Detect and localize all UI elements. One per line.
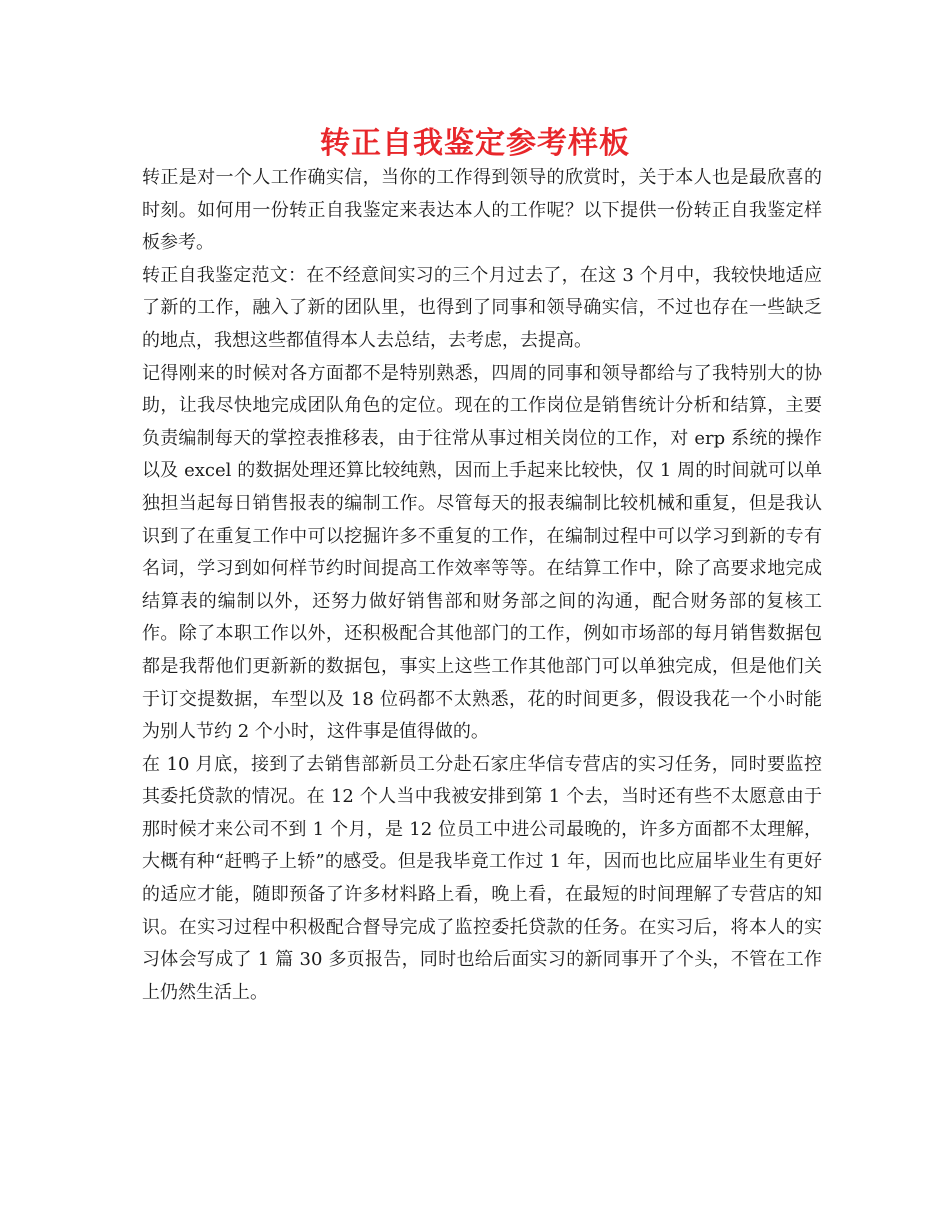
- paragraph-work-experience: 记得刚来的时候对各方面都不是特别熟悉，四周的同事和领导都给与了我特别大的协助，让我尽快地完成团队角色的定位。现在的工作岗位是销售统计分析和结算，主要负责编制每天的掌控表推移表，由于往常从事过相关岗位的工作，对 erp 系统的操作以及 excel 的数据处理还算比较纯熟，因而上手起来比较快，仅 1 周的时间就可以单独担当起每日销售报表的编制工作。尽管每天的报表编制比较机械和重复，但是我认识到了在重复工作中可以挖掘许多不重复的工作，在编制过程中可以学习到新的专有名词，学习到如何样节约时间提高工作效率等等。在结算工作中，除了高要求地完成结算表的编制以外，还努力做好销售部和财务部之间的沟通，配合财务部的复核工作。除了本职工作以外，还积极配合其他部门的工作，例如市场部的每月销售数据包都是我帮他们更新新的数据包，事实上这些工作其他部门可以单独完成，但是他们关于订交提数据，车型以及 18 位码都不太熟悉，花的时间更多，假设我花一个小时能为别人节约 2 个小时，这件事是值得做的。: [142, 362, 822, 743]
- paragraph-internship: 在 10 月底，接到了去销售部新员工分赴石家庄华信专营店的实习任务，同时要监控其委托贷款的情况。在 12 个人当中我被安排到第 1 个去，当时还有些不太愿意由于那时候才来公司不到 1 个月，是 12 位员工中进公司最晚的，许多方面都不太理解，大概有种“赶鸭子上轿”的感受。但是我毕竟工作过 1 年，因而也比应届毕业生有更好的适应才能，随即预备了许多材料路上看，晚上看，在最短的时间理解了专营店的知识。在实习过程中积极配合督导完成了监控委托贷款的任务。在实习后，将本人的实习体会写成了 1 篇 30 多页报告，同时也给后面实习的新同事开了个头，不管在工作上仍然生活上。: [142, 753, 822, 1003]
- document-title: 转正自我鉴定参考样板: [320, 126, 630, 161]
- document-body: [142, 162, 822, 1009]
- paragraph-sample-opening: 转正自我鉴定范文：在不经意间实习的三个月过去了，在这 3 个月中，我较快地适应了新的工作，融入了新的团队里，也得到了同事和领导确实信，不过也存在一些缺乏的地点，我想这些都值得本人去总结，去考虑，去提高。: [142, 264, 822, 351]
- paragraph-intro: 转正是对一个人工作确实信，当你的工作得到领导的欣赏时，关于本人也是最欣喜的时刻。如何用一份转正自我鉴定来表达本人的工作呢？以下提供一份转正自我鉴定样板参考。: [142, 167, 822, 254]
